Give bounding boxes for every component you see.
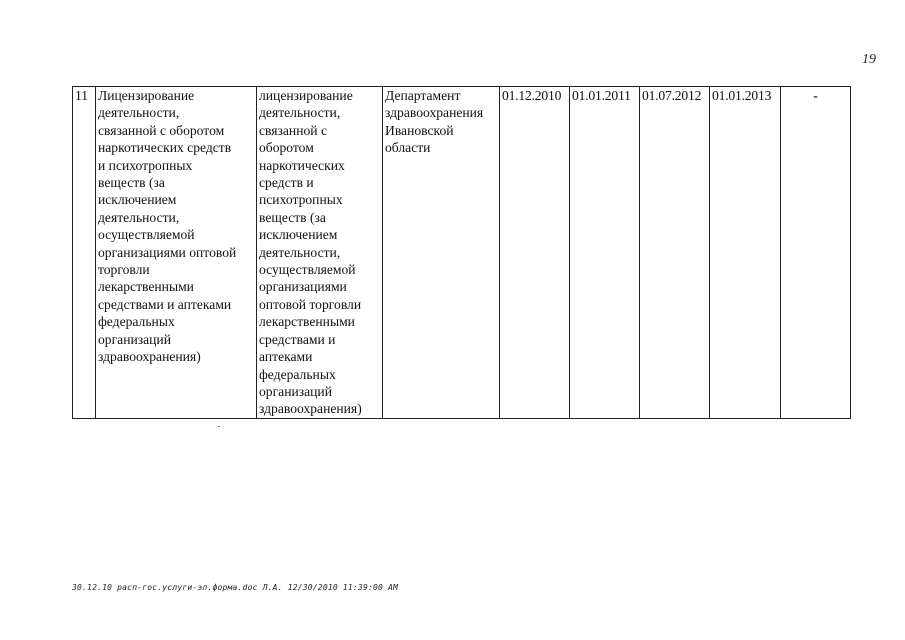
last-cell: - [781,87,851,419]
service-name-cell: Лицензирование деятельности, связанной с оборотом наркотических средств и психотропных веществ (за исключением деятельности, осуществляемой организациями оптовой торговли лекарственными средствами и аптеками федеральных организаций здравоохранения) [96,87,257,419]
function-name-cell: лицензирование деятельности, связанной с оборотом наркотических средств и психотропных веществ (за исключением деятельности, осуществляемой организациями оптовой торговли лекарственными средствами и аптеками федеральных организаций здравоохранения) [257,87,383,419]
date-cell-2: 01.01.2011 [570,87,640,419]
row-number: 11 [73,87,96,419]
date-cell-3: 01.07.2012 [640,87,710,419]
document-footer: 30.12.10 расп-гос.услуги-эл.форма.doc Л.А. 12/30/2010 11:39:00 AM [72,583,399,592]
scan-speck [218,426,220,427]
date-cell-4: 01.01.2013 [710,87,781,419]
table-row [73,87,851,419]
services-table [72,86,851,419]
page-number: 19 [862,52,876,67]
date-cell-1: 01.12.2010 [500,87,570,419]
department-cell: Департамент здравоохранения Ивановской области [383,87,500,419]
